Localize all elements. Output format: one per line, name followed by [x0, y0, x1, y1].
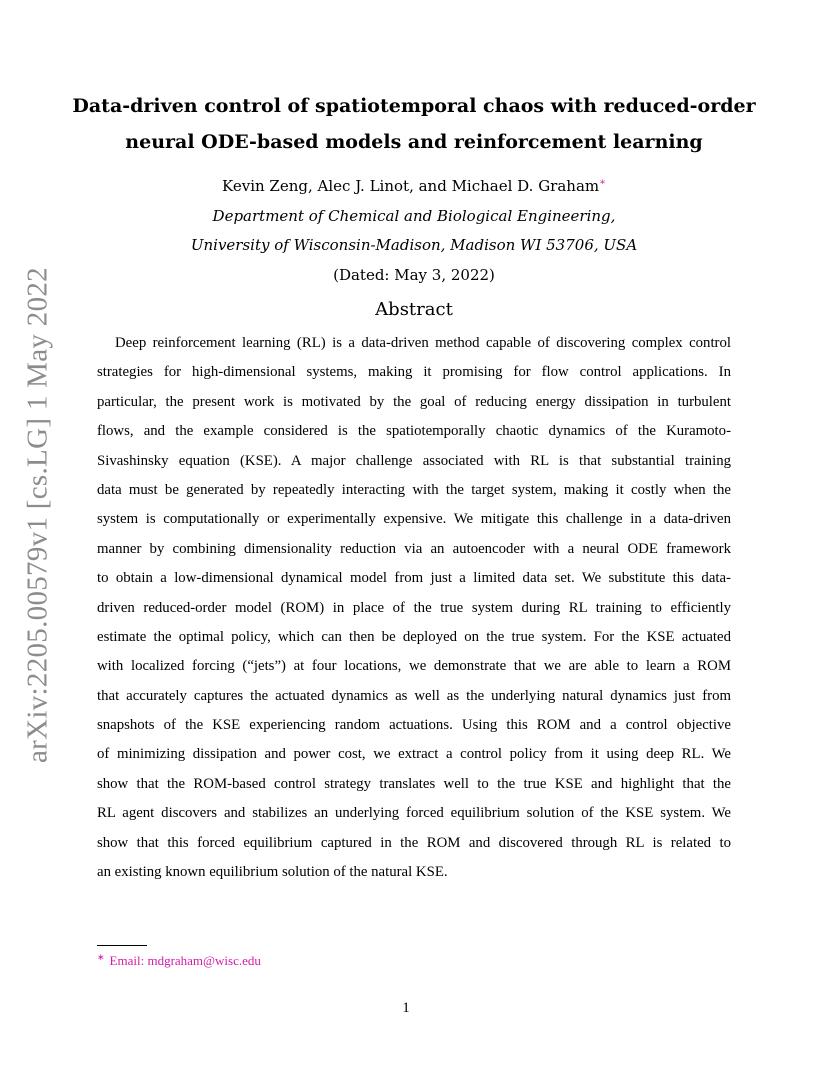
authors-text: Kevin Zeng, Alec J. Linot, and Michael D. Graham [222, 177, 600, 195]
abstract-line: RL agent discovers and stabilizes an underlying forced equilibrium solution of the KSE system. We [97, 805, 731, 822]
abstract-line: flows, and the example considered is the spatiotemporally chaotic dynamics of the Kuramoto- [97, 423, 731, 440]
abstract-line: an existing known equilibrium solution of the natural KSE. [97, 864, 448, 881]
email-link[interactable]: Email: mdgraham@wisc.edu [109, 953, 261, 968]
abstract-line: Sivashinsky equation (KSE). A major challenge associated with RL is that substantial training [97, 452, 731, 469]
arxiv-identifier-stamp: arXiv:2205.00579v1 [cs.LG] 1 May 2022 [21, 267, 54, 763]
abstract-line: of minimizing dissipation and power cost, we extract a control policy from it using deep RL. We [97, 746, 731, 763]
abstract-heading: Abstract [375, 299, 453, 320]
abstract-line: Deep reinforcement learning (RL) is a data-driven method capable of discovering complex control [115, 335, 731, 351]
footnote-mark: ∗ [97, 951, 105, 962]
title-line: neural ODE-based models and reinforcement learning [125, 131, 703, 153]
author-footnote-link[interactable]: ∗ [599, 177, 606, 188]
abstract-line: data must be generated by repeatedly interacting with the target system, making it costly when the [97, 481, 731, 498]
title-line: Data-driven control of spatiotemporal chaos with reduced-order [72, 95, 756, 117]
footnote-divider [97, 945, 147, 946]
abstract-line: estimate the optimal policy, which can then be deployed on the true system. For the KSE actuated [97, 628, 731, 645]
abstract-line: strategies for high-dimensional systems, making it promising for flow control applications. In [97, 364, 731, 381]
abstract-line: manner by combining dimensionality reduction via an autoencoder with a neural ODE framework [97, 540, 731, 557]
paper-title [60, 88, 768, 160]
abstract-line: show that this forced equilibrium captured in the ROM and discovered through RL is related to [97, 834, 731, 851]
abstract-line: system is computationally or experimentally expensive. We mitigate this challenge in a data-driven [97, 511, 731, 528]
abstract-line: to obtain a low-dimensional dynamical model from just a limited data set. We substitute this data- [97, 570, 731, 587]
date-line: (Dated: May 3, 2022) [333, 266, 495, 284]
abstract-line: that accurately captures the actuated dynamics as well as the underlying natural dynamics just from [97, 687, 731, 704]
abstract-body [97, 329, 731, 887]
abstract-line: snapshots of the KSE experiencing random actuations. Using this ROM and a control objective [97, 717, 731, 734]
page-number: 1 [402, 1000, 410, 1016]
footnote [97, 953, 261, 969]
abstract-line: driven reduced-order model (ROM) in place of the true system during RL training to efficiently [97, 599, 731, 616]
abstract-line: particular, the present work is motivated by the goal of reducing energy dissipation in turbulent [97, 393, 731, 410]
abstract-line: show that the ROM-based control strategy translates well to the true KSE and highlight that the [97, 775, 731, 792]
affiliation-line: Department of Chemical and Biological Engineering, [212, 207, 616, 225]
affiliation-line: University of Wisconsin-Madison, Madison WI 53706, USA [190, 236, 638, 254]
author-list [60, 177, 768, 195]
abstract-line: with localized forcing (“jets”) at four locations, we demonstrate that we are able to learn a ROM [97, 658, 731, 675]
